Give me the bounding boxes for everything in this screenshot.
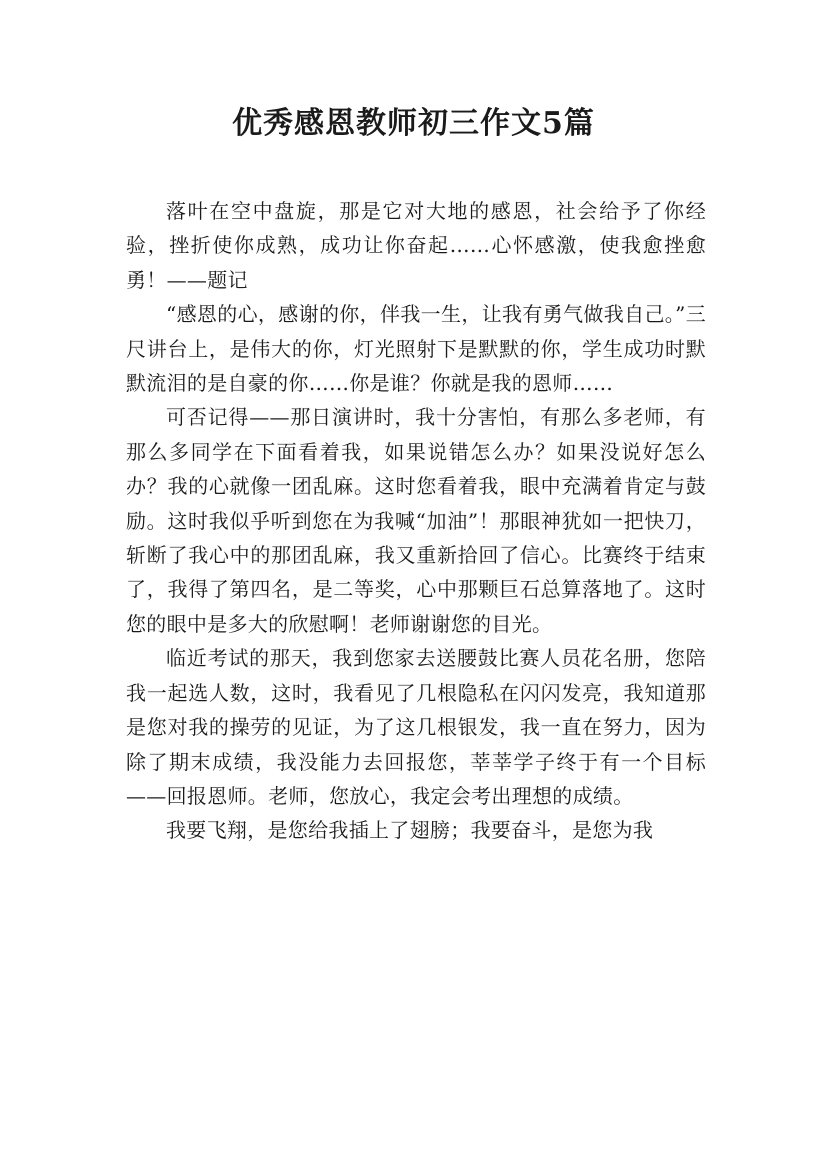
paragraph-epigraph: 落叶在空中盘旋，那是它对大地的感恩，社会给予了你经验，挫折使你成熟，成功让你奋起……心怀感激，使我愈挫愈勇！——题记 [126, 199, 706, 292]
document-body [126, 194, 706, 848]
paragraph-closing: 我要飞翔，是您给我插上了翅膀；我要奋斗，是您为我 [166, 818, 654, 843]
paragraph-intro: “感恩的心，感谢的你，伴我一生，让我有勇气做我自己。”三尺讲台上，是伟大的你，灯光照射下是默默的你，学生成功时默默流泪的是自豪的你……你是谁？你就是我的恩师…… [126, 302, 706, 396]
paragraph-exam: 临近考试的那天，我到您家去送腰鼓比赛人员花名册，您陪我一起选人数，这时，我看见了几根隐私在闪闪发亮，我知道那是您对我的操劳的见证，为了这几根银发，我一直在努力，因为除了期末成绩，我没能力去回报您，莘莘学子终于有一个目标——回报恩师。老师，您放心，我定会考出理想的成绩。 [126, 646, 706, 808]
document-title: 优秀感恩教师初三作文5篇 [232, 106, 595, 141]
paragraph-speech: 可否记得——那日演讲时，我十分害怕，有那么多老师，有那么多同学在下面看着我，如果说错怎么办？如果没说好怎么办？我的心就像一团乱麻。这时您看着我，眼中充满着肯定与鼓励。这时我似乎听到您在为我喊“加油”！那眼神犹如一把快刀，斩断了我心中的那团乱麻，我又重新拾回了信心。比赛终于结束了，我得了第四名，是二等奖，心中那颗巨石总算落地了。这时您的眼中是多大的欣慰啊！老师谢谢您的目光。 [126, 405, 706, 636]
